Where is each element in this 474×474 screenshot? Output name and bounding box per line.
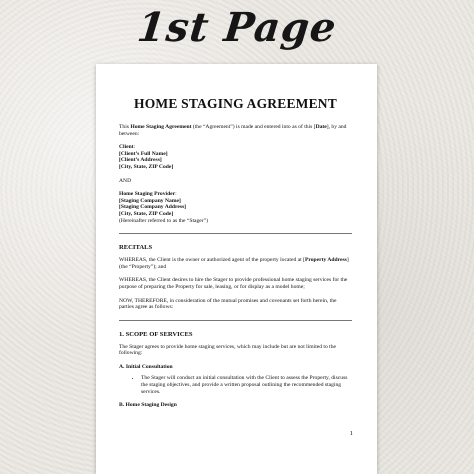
provider-field: [Staging Company Address]: [119, 204, 187, 211]
recitals-heading: RECITALS: [119, 244, 153, 252]
list-item: • The Stager will conduct an initial consultation with the Client to assess the Property, discuss the staging objectives, and provide a written proposal outlining the recommended staging services.: [141, 375, 352, 395]
provider-field: [City, State, ZIP Code]: [119, 210, 174, 217]
intro-text: ], by and between:: [119, 124, 347, 137]
section-1-intro: The Stager agrees to provide home staging services, which may include but are not limited to the following:: [119, 343, 337, 357]
whereas-paragraph: WHEREAS, the Client is the owner or authorized agent of the property located at [Property Address] (the “Property”); and: [119, 257, 349, 270]
provider-note: (Hereinafter referred to as the “Stager”): [119, 217, 208, 224]
page-heading: 1st Page: [134, 4, 340, 51]
divider: [119, 233, 352, 234]
client-label: Client:: [119, 144, 136, 151]
section-1-heading: 1. SCOPE OF SERVICES: [119, 330, 193, 338]
intro-agreement-name: Home Staging Agreement: [130, 124, 192, 130]
property-address-placeholder: Property Address: [304, 257, 347, 264]
intro-text: This: [119, 124, 131, 130]
divider: [119, 320, 352, 321]
subsection-a-heading: A. Initial Consultation: [119, 363, 173, 370]
provider-label: Home Staging Provider:: [119, 191, 177, 198]
client-field: [City, State, ZIP Code]: [119, 163, 174, 170]
intro-paragraph: [119, 124, 352, 137]
document-page: [96, 64, 377, 474]
page-number: 1: [349, 430, 353, 438]
subsection-b-heading: B. Home Staging Design: [119, 402, 177, 409]
provider-field: [Staging Company Name]: [119, 197, 181, 204]
whereas-paragraph: WHEREAS, the Client desires to hire the Stager to provide professional home staging services for the purpose of preparing the Property for sale, leasing, or for display as a model home;: [119, 277, 348, 290]
client-field: [Client’s Full Name]: [119, 150, 168, 157]
client-field: [Client’s Address]: [119, 157, 162, 164]
now-therefore-paragraph: NOW, THEREFORE, in consideration of the mutual promises and covenants set forth herein, the parties agree as follows:: [119, 297, 337, 311]
intro-date-placeholder: Date: [315, 124, 327, 130]
and-separator: AND: [119, 177, 132, 184]
document-title: HOME STAGING AGREEMENT: [134, 96, 337, 111]
bullet-list: [119, 375, 352, 395]
intro-text: (the “Agreement”) is made and entered into as of this [: [191, 124, 316, 130]
